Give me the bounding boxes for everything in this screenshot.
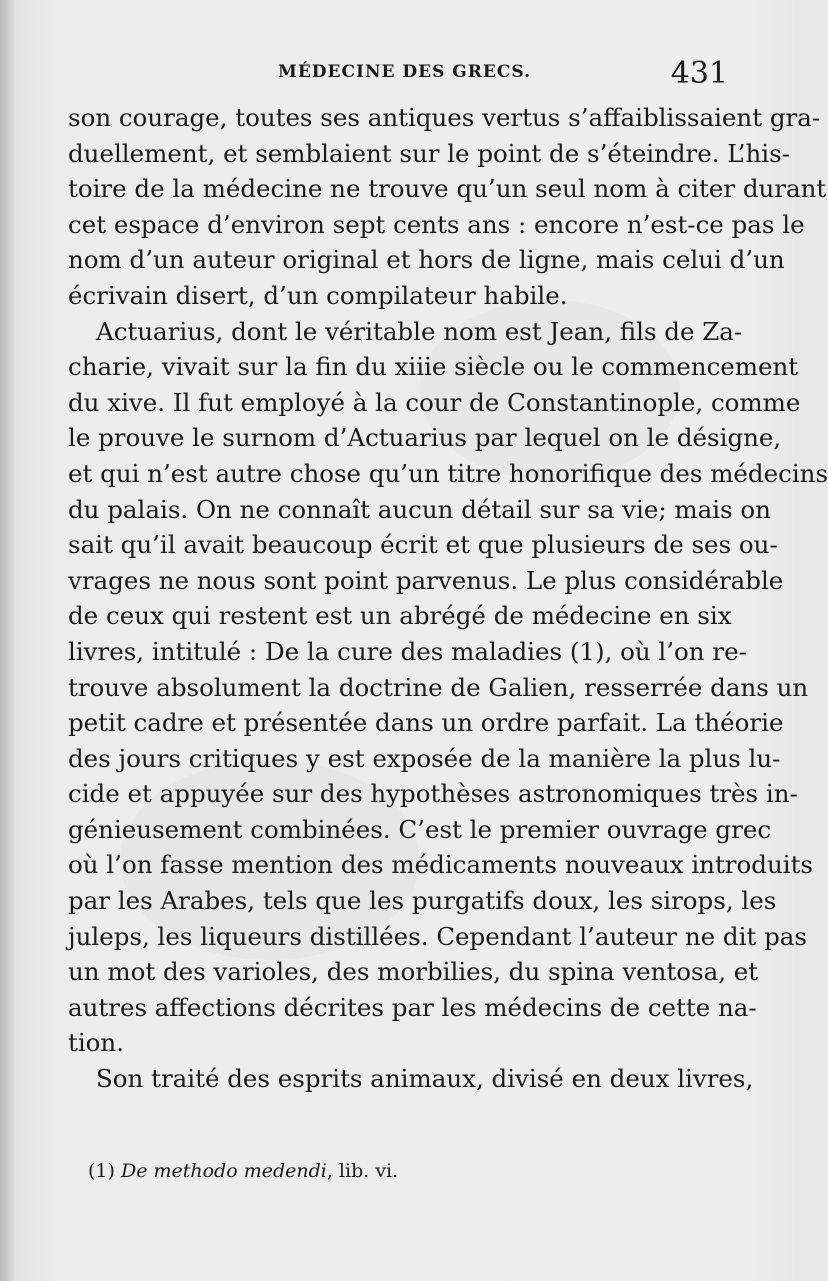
text-line: livres, intitulé : De la cure des maladies (1), où l’on re-	[68, 636, 747, 666]
text-line: toire de la médecine ne trouve qu’un seul nom à citer durant	[68, 174, 827, 204]
text-line: un mot des varioles, des morbilies, du spina ventosa, et	[68, 957, 759, 987]
text-line: des jours critiques y est exposée de la manière la plus lu-	[68, 743, 781, 773]
page-number: 431	[670, 56, 728, 91]
text-line: son courage, toutes ses antiques vertus s’affaiblissaient gra-	[68, 103, 821, 132]
text-line: cet espace d’environ sept cents ans : encore n’est-ce pas le	[68, 209, 805, 239]
text-line: le prouve le surnom d’Actuarius par lequel on le désigne,	[68, 423, 782, 453]
text-line: cide et appuyée sur des hypothèses astronomiques très in-	[68, 779, 798, 809]
text-line: trouve absolument la doctrine de Galien, resserrée dans un	[68, 672, 809, 702]
text-line: autres affections décrites par les médecins de cette na-	[68, 992, 757, 1022]
text-line: de ceux qui restent est un abrégé de médecine en six	[68, 601, 732, 631]
text-line: petit cadre et présentée dans un ordre parfait. La théorie	[68, 708, 784, 738]
page-gutter-shadow	[0, 0, 14, 1281]
text-line: génieusement combinées. C’est le premier ouvrage grec	[68, 814, 772, 844]
text-line: sait qu’il avait beaucoup écrit et que plusieurs de ses ou-	[68, 530, 778, 560]
text-line: Son traité des esprits animaux, divisé en deux livres,	[96, 1064, 754, 1094]
footnote-ref: , lib. vi.	[326, 1160, 399, 1182]
page-header	[68, 58, 728, 94]
text-line: du palais. On ne connaît aucun détail sur sa vie; mais on	[68, 494, 771, 524]
body-text	[68, 100, 828, 1097]
text-line: charie, vivait sur la fin du xiiie siècle ou le commencement	[68, 352, 799, 382]
text-line: écrivain disert, d’un compilateur habile.	[68, 280, 568, 310]
footnote-title: De methodo medendi	[120, 1160, 327, 1182]
text-line: Actuarius, dont le véritable nom est Jean, fils de Za-	[96, 316, 743, 346]
footnote	[88, 1160, 398, 1182]
text-line: vrages ne nous sont point parvenus. Le plus considérable	[68, 565, 784, 595]
text-line: du xive. Il fut employé à la cour de Constantinople, comme	[68, 387, 801, 417]
text-line: et qui n’est autre chose qu’un titre honorifique des médecins	[68, 458, 828, 488]
footnote-marker: (1)	[88, 1160, 115, 1182]
text-line: juleps, les liqueurs distillées. Cependant l’auteur ne dit pas	[68, 921, 807, 951]
text-line: où l’on fasse mention des médicaments nouveaux introduits	[68, 850, 813, 880]
running-title: MÉDECINE DES GRECS.	[278, 62, 531, 82]
text-line: duellement, et semblaient sur le point de s’éteindre. L’his-	[68, 138, 790, 168]
text-line: tion.	[68, 1028, 124, 1058]
text-line: nom d’un auteur original et hors de ligne, mais celui d’un	[68, 245, 785, 275]
text-line: par les Arabes, tels que les purgatifs doux, les sirops, les	[68, 886, 777, 916]
